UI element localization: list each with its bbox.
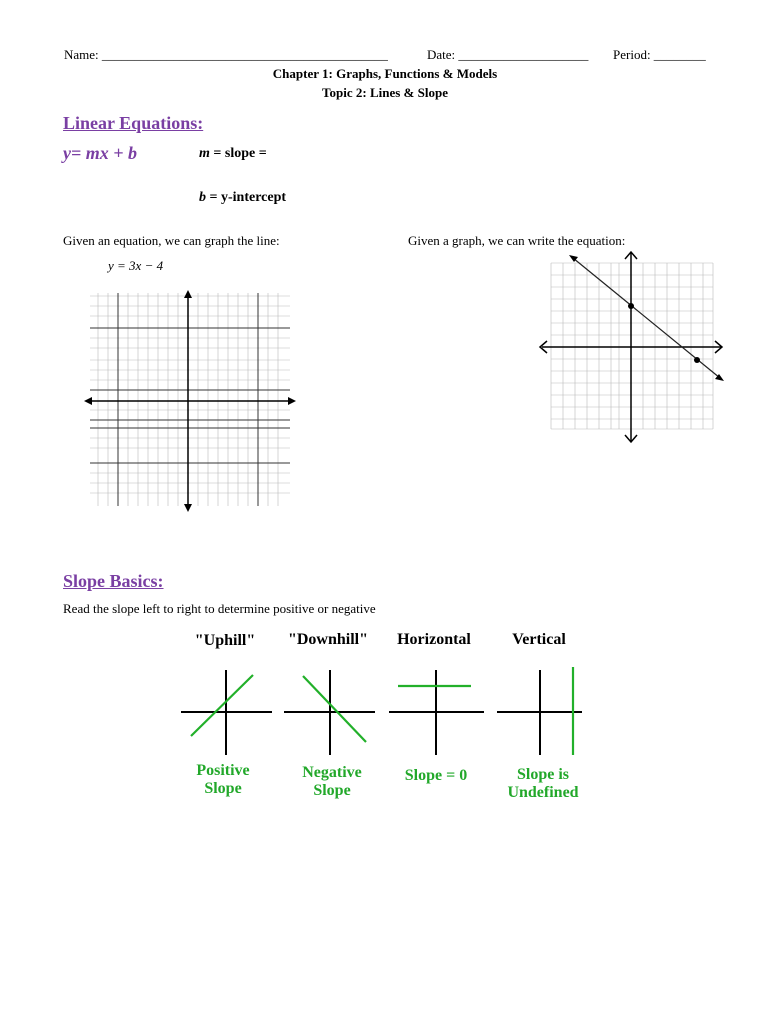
chapter-title: Chapter 1: Graphs, Functions & Models [272, 66, 498, 81]
vertical-title: Vertical [512, 631, 566, 648]
slope-definition [199, 146, 267, 162]
m-text: = slope = [209, 146, 267, 161]
slope-basics-heading: Slope Basics: [63, 571, 164, 591]
downhill-caption [280, 764, 384, 800]
period-field[interactable]: Period: ________ [613, 47, 706, 62]
uphill-caption-line1: Positive [196, 762, 250, 779]
name-field[interactable]: Name: ____________________________________________ [64, 47, 388, 62]
b-variable: b [199, 190, 206, 205]
b-text: = y-intercept [206, 190, 287, 205]
left-graph-caption: Given an equation, we can graph the line: [63, 233, 280, 248]
vertical-caption-line2: Undefined [507, 784, 579, 801]
right-graph-caption: Given a graph, we can write the equation: [408, 233, 626, 248]
downhill-caption-line1: Negative [302, 764, 362, 781]
topic-title: Topic 2: Lines & Slope [322, 85, 448, 100]
uphill-line [191, 675, 253, 736]
slope-intercept-formula: y= mx + b [63, 143, 138, 163]
downhill-caption-line2: Slope [313, 782, 351, 799]
uphill-caption [173, 762, 273, 798]
downhill-title: "Downhill" [287, 631, 368, 648]
intercept-definition [199, 190, 286, 206]
uphill-caption-line2: Slope [204, 780, 242, 797]
horizontal-caption-line1: Slope = 0 [404, 767, 468, 784]
left-graph-equation: y = 3x − 4 [108, 258, 164, 273]
vertical-caption-line1: Slope is [516, 766, 569, 783]
horizontal-title: Horizontal [397, 631, 471, 648]
slope-instruction: Read the slope left to right to determine positive or negative [63, 601, 376, 616]
slope-diagrams [170, 660, 600, 760]
downhill-line [303, 676, 366, 742]
date-field[interactable]: Date: ____________________ [427, 47, 589, 62]
horizontal-caption [386, 767, 486, 785]
linear-equations-heading: Linear Equations: [63, 113, 204, 133]
uphill-title: "Uphill" [194, 632, 256, 649]
m-variable: m [199, 146, 210, 161]
vertical-caption [493, 766, 593, 802]
example-line-graph [536, 248, 728, 446]
blank-coordinate-grid [80, 288, 300, 514]
